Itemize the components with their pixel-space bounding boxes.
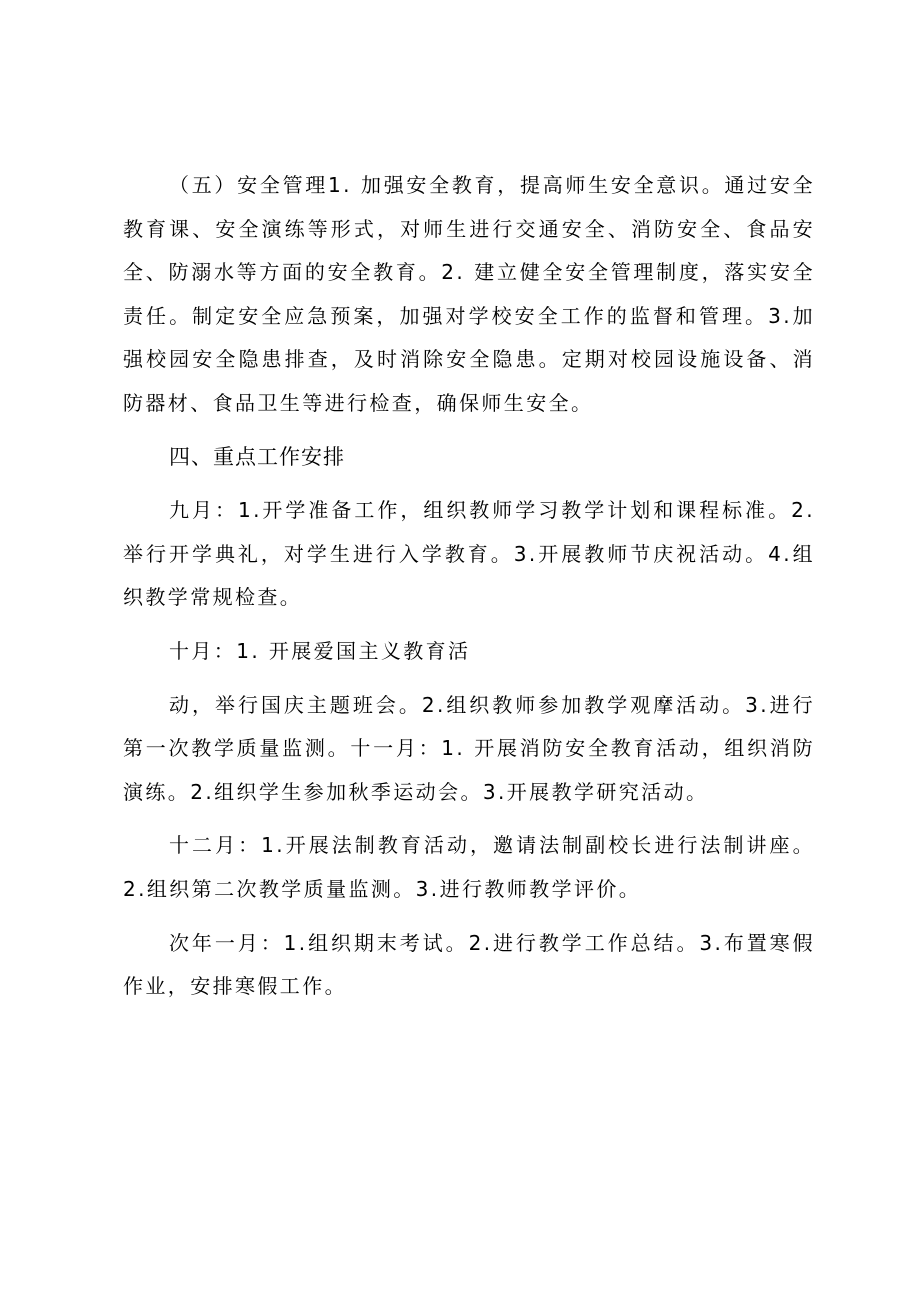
paragraph-january: 次年一月：1.组织期末考试。2.进行教学工作总结。3.布置寒假作业，安排寒假工作。: [123, 930, 815, 999]
heading-key-work-arrangement: 四、重点工作安排: [169, 444, 345, 469]
paragraph-december: 十二月：1.开展法制教育活动，邀请法制副校长进行法制讲座。2.组织第二次教学质量监测。3.进行教师教学评价。: [123, 833, 815, 901]
paragraph-september: 九月：1.开学准备工作，组织教师学习教学计划和课程标准。2.举行开学典礼，对学生进行入学教育。3.开展教师节庆祝活动。4.组织教学常规检查。: [123, 498, 815, 610]
document-page: [123, 164, 815, 1009]
paragraph-october-november: 动，举行国庆主题班会。2.组织教师参加教学观摩活动。3.进行第一次教学质量监测。十一月：1. 开展消防安全教育活动，组织消防演练。2.组织学生参加秋季运动会。3.开展教学研究活动。: [123, 692, 815, 804]
paragraph-october-part1: 十月：1. 开展爱国主义教育活: [169, 638, 471, 663]
paragraph-safety-management: （五）安全管理1. 加强安全教育，提高师生安全意识。通过安全教育课、安全演练等形式，对师生进行交通安全、消防安全、食品安全、防溺水等方面的安全教育。2. 建立健全安全管理制度，落实安全责任。制定安全应急预案，加强对学校安全工作的监督和管理。3.加强校园安全隐患排查，及时消除安全隐患。定期对校园设施设备、消防器材、食品卫生等进行检查，确保师生安全。: [123, 173, 815, 415]
